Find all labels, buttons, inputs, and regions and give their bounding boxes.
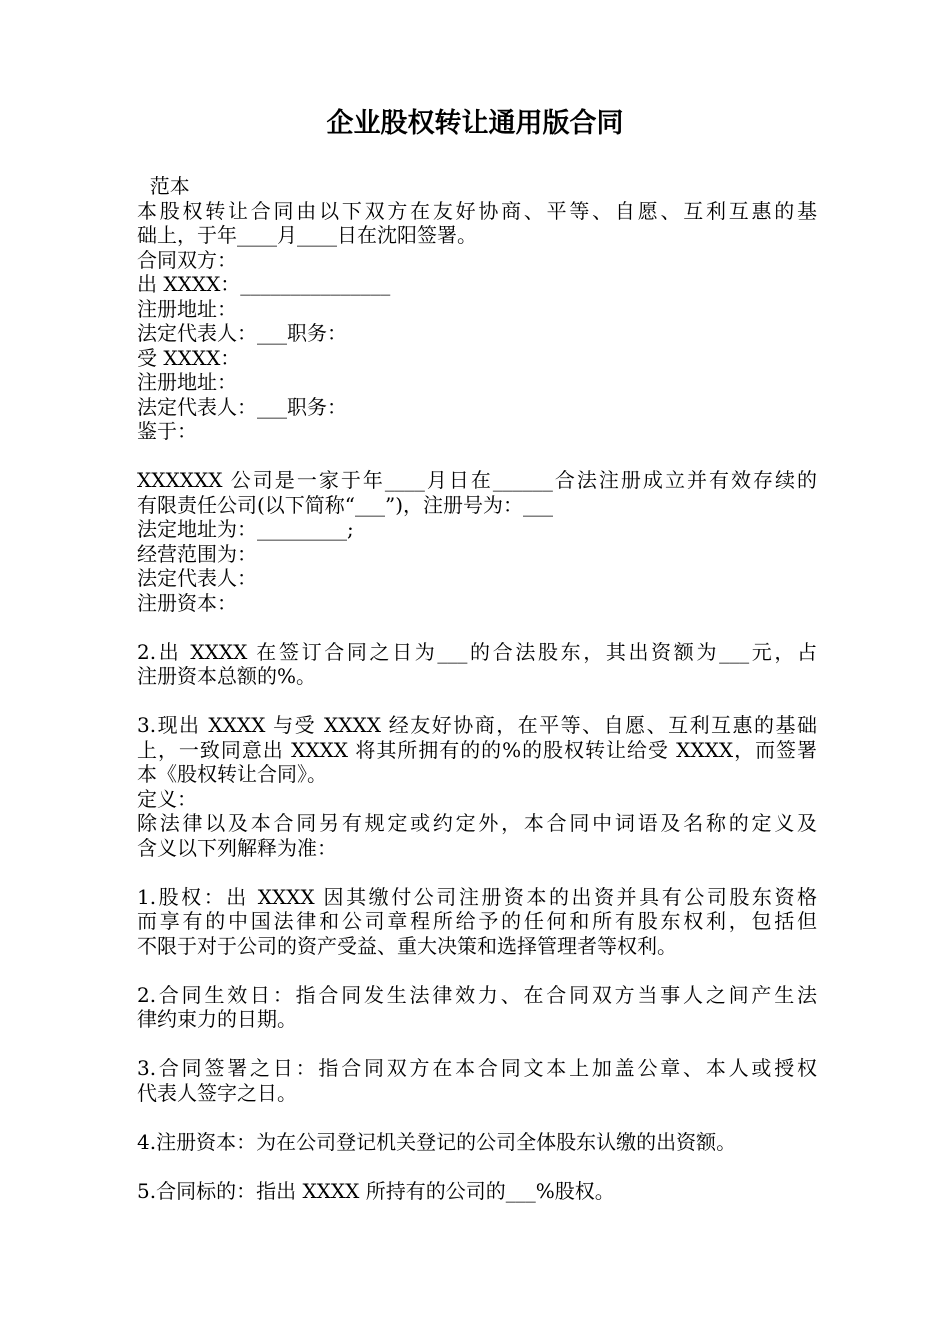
document-line: 5.合同标的：指出 XXXX 所持有的公司的___%股权。 — [137, 1178, 615, 1203]
document-line: 本《股权转让合同》。 — [137, 762, 327, 786]
document-line: 不限于对于公司的资产受益、重大决策和选择管理者等权利。 — [137, 933, 677, 958]
document-line: 而享有的中国法律和公司章程所给予的任何和所有股东权利，包括但 — [137, 909, 817, 933]
document-line: 代表人签字之日。 — [137, 1080, 297, 1105]
document-line: 经营范围为： — [137, 541, 257, 566]
blank-line — [137, 1032, 817, 1057]
document-line: XXXXXX 公司是一家于年____月日在______合法注册成立并有效存续的 — [137, 468, 817, 492]
document-line: 1.股权：出 XXXX 因其缴付公司注册资本的出资并具有公司股东资格 — [137, 884, 817, 909]
document-line: 3.现出 XXXX 与受 XXXX 经友好协商，在平等、自愿、互利互惠的基础 — [137, 713, 817, 737]
document-line: 定义： — [137, 786, 197, 811]
document-line: 注册地址： — [137, 370, 237, 394]
document-line: 有限责任公司(以下简称“___”)，注册号为：___ — [137, 492, 554, 517]
document-line: 4.注册资本：为在公司登记机关登记的公司全体股东认缴的出资额。 — [137, 1129, 737, 1154]
document-title: 企业股权转让通用版合同 — [326, 108, 624, 139]
document-line: 2.出 XXXX 在签订合同之日为___的合法股东，其出资额为___元，占 — [137, 639, 817, 664]
document-line: 法定代表人： — [137, 566, 257, 590]
document-line: 合同双方： — [137, 247, 237, 272]
document-body — [137, 174, 817, 1203]
document-line: 含义以下列解释为准： — [137, 835, 337, 860]
document-line: 注册资本总额的%。 — [137, 664, 317, 688]
document-line: 2.合同生效日：指合同发生法律效力、在合同双方当事人之间产生法 — [137, 982, 817, 1007]
document-line: 范本 — [137, 174, 190, 198]
blank-line — [137, 615, 817, 640]
blank-line — [137, 444, 817, 469]
document-line: 注册地址： — [137, 296, 237, 321]
document-line: 法定代表人：___职务： — [137, 321, 347, 345]
document-line: 3.合同签署之日：指合同双方在本合同文本上加盖公章、本人或授权 — [137, 1056, 817, 1080]
document-line: 除法律以及本合同另有规定或约定外，本合同中词语及名称的定义及 — [137, 811, 817, 835]
document-line: 受 XXXX： — [137, 345, 241, 370]
document-line: 鉴于： — [137, 419, 197, 443]
document-line: 上，一致同意出 XXXX 将其所拥有的的%的股权转让给受 XXXX，而签署 — [137, 737, 817, 762]
document-line: 注册资本： — [137, 590, 237, 615]
document-line: 律约束力的日期。 — [137, 1007, 297, 1031]
document-line: 出 XXXX：_______________ — [137, 272, 391, 296]
document-line: 法定地址为：_________; — [137, 517, 354, 541]
blank-line — [137, 958, 817, 983]
document-line: 法定代表人：___职务： — [137, 394, 347, 419]
blank-line — [137, 1154, 817, 1179]
blank-line — [137, 860, 817, 885]
document-line: 础上，于年____月____日在沈阳签署。 — [137, 223, 477, 247]
blank-line — [137, 1105, 817, 1130]
blank-line — [137, 689, 817, 714]
document-line: 本股权转让合同由以下双方在友好协商、平等、自愿、互利互惠的基 — [137, 198, 817, 223]
